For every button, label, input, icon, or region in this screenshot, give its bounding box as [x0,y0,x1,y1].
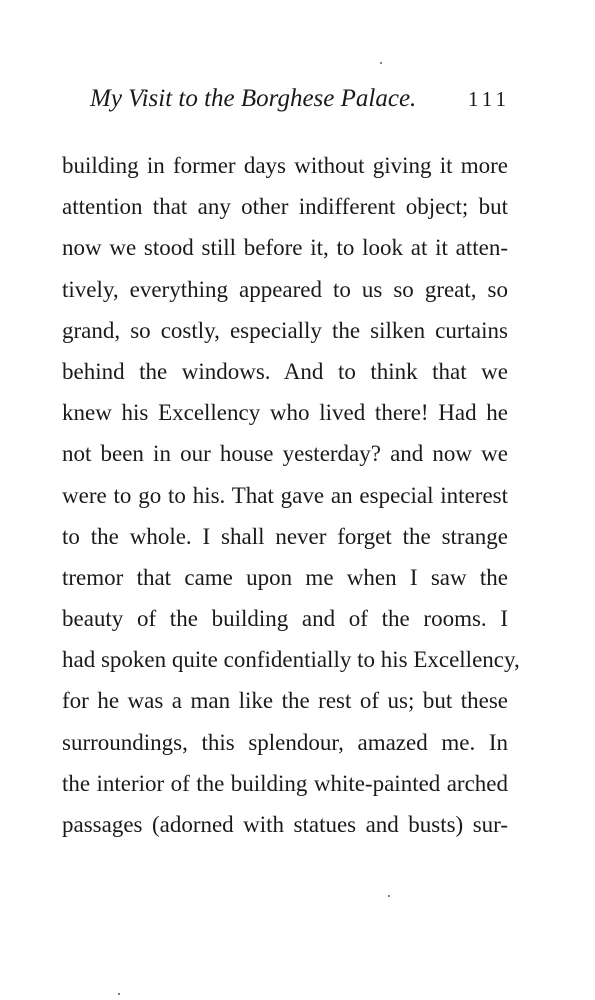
paper-speck [380,62,382,64]
text-line: attention that any other indifferent object; but [62,194,508,220]
text-line: for he was a man like the rest of us; but these [62,688,508,714]
body-text [62,145,520,845]
text-line: were to go to his. That gave an especial interest [62,482,508,508]
text-line: surroundings, this splendour, amazed me. In [62,729,508,755]
paper-speck [388,895,390,897]
text-line: passages (adorned with statues and busts) sur- [62,812,508,837]
text-line: the interior of the building white-painted arched [62,770,508,796]
running-title: My Visit to the Borghese Palace. [90,85,417,112]
paper-speck [118,993,120,995]
page-number: 111 [468,87,510,111]
text-line: beauty of the building and of the rooms. I [62,606,508,632]
text-line: grand, so costly, especially the silken curtains [62,317,508,343]
text-line: tremor that came upon me when I saw the [62,564,508,590]
text-line: behind the windows. And to think that we [62,358,508,384]
text-line: had spoken quite confidentially to his Excellency, [62,647,520,673]
text-line: knew his Excellency who lived there! Had he [62,400,508,426]
text-line: not been in our house yesterday? and now we [62,441,508,467]
text-line: tively, everything appeared to us so great, so [62,276,508,302]
running-head [90,85,510,119]
text-line: to the whole. I shall never forget the strange [62,523,508,549]
text-line: building in former days without giving it more [62,153,508,178]
text-line: now we stood still before it, to look at it atten- [62,235,508,261]
